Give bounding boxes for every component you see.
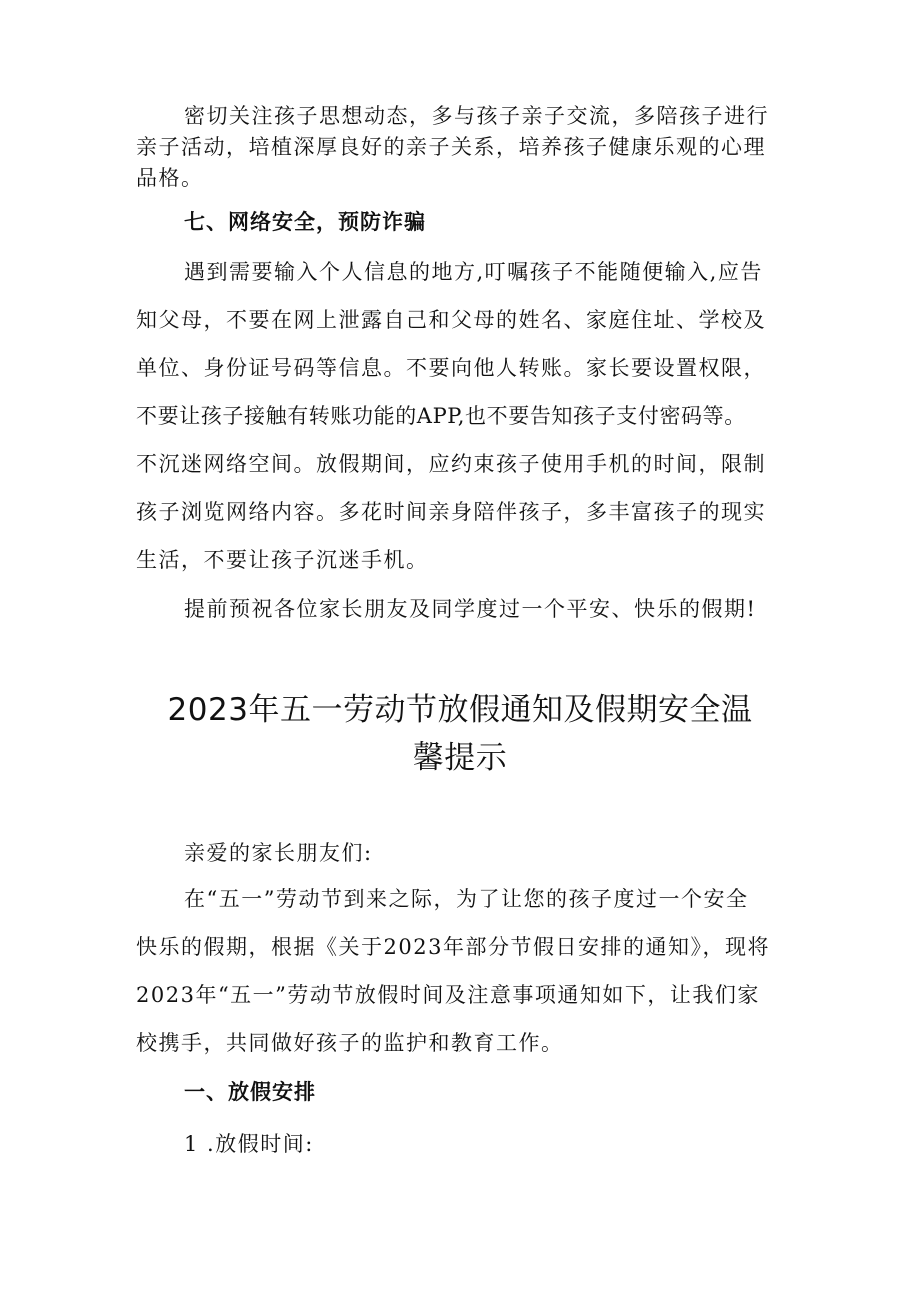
paragraph-line: 知父母，不要在网上泄露自己和父母的姓名、家庭住址、学校及 — [136, 308, 766, 332]
paragraph-line: 生活，不要让孩子沉迷手机。 — [136, 548, 429, 572]
paragraph-line: 遇到需要输入个人信息的地方,叮嘱孩子不能随便输入,应告 — [184, 260, 763, 284]
paragraph-line: 单位、身份证号码等信息。不要向他人转账。家长要设置权限， — [136, 356, 766, 380]
section-heading: 七、网络安全，预防诈骗 — [184, 210, 426, 234]
paragraph-line: 不要让孩子接触有转账功能的APP,也不要告知孩子支付密码等。 — [136, 404, 746, 428]
closing-line: 提前预祝各位家长朋友及同学度过一个平安、快乐的假期! — [184, 597, 757, 621]
paragraph-line: 2023年“五一”劳动节放假时间及注意事项通知如下，让我们家 — [136, 983, 760, 1007]
section-heading: 一、放假安排 — [184, 1080, 316, 1104]
paragraph-line: 亲子活动，培植深厚良好的亲子关系，培养孩子健康乐观的心理 — [136, 135, 766, 159]
paragraph-line: 在“五一”劳动节到来之际，为了让您的孩子度过一个安全 — [184, 887, 749, 911]
paragraph-line: 不沉迷网络空间。放假期间，应约束孩子使用手机的时间，限制 — [136, 452, 766, 476]
list-item: 1 .放假时间: — [184, 1132, 314, 1156]
paragraph-line: 快乐的假期，根据《关于2023年部分节假日安排的通知》，现将 — [136, 935, 770, 959]
paragraph-line: 品格。 — [136, 166, 204, 190]
greeting: 亲爱的家长朋友们: — [184, 841, 373, 865]
notice-title-line: 2023年五一劳动节放假通知及假期安全温 — [167, 692, 753, 728]
paragraph-line: 密切关注孩子思想动态，多与孩子亲子交流，多陪孩子进行 — [184, 104, 769, 128]
notice-title-line: 馨提示 — [412, 740, 508, 776]
paragraph-line: 孩子浏览网络内容。多花时间亲身陪伴孩子，多丰富孩子的现实 — [136, 500, 766, 524]
paragraph-line: 校携手，共同做好孩子的监护和教育工作。 — [136, 1031, 564, 1055]
